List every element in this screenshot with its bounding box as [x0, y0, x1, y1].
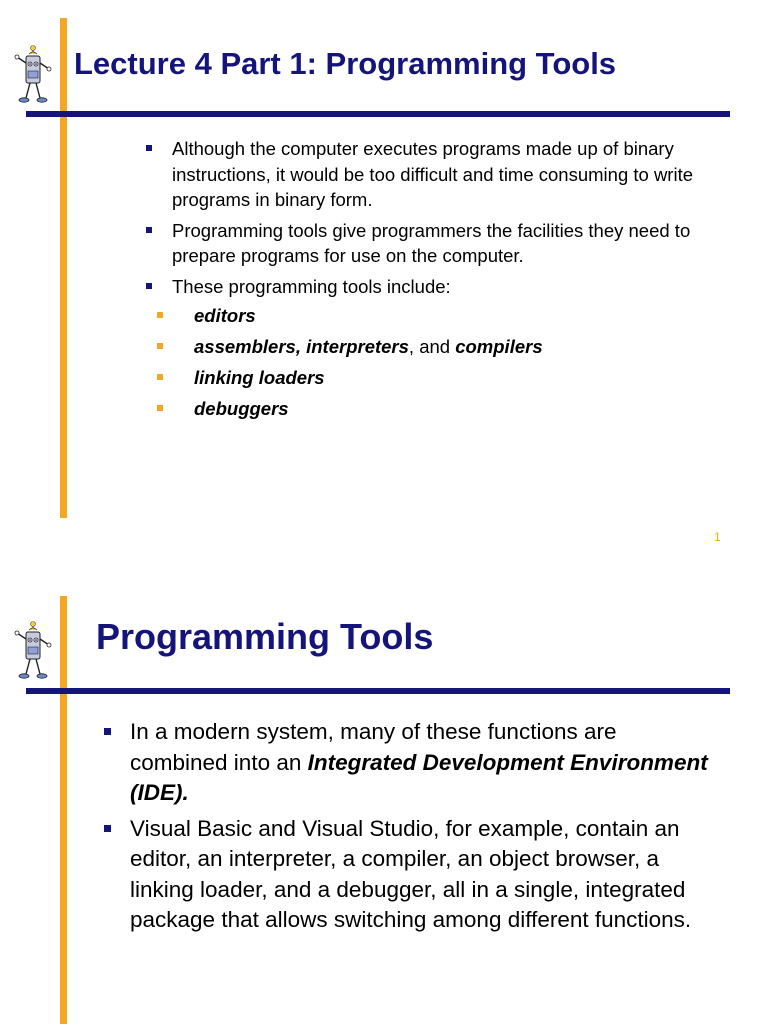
- bullet-text: In a modern system, many of these functions are combined into an: [130, 719, 617, 775]
- sub-bullet-translators: [172, 334, 725, 360]
- bullet-item: Programming tools give programmers the facilities they need to prepare programs for use on the computer.: [145, 218, 725, 269]
- mascot-icon: [12, 44, 54, 106]
- bullet-list: [103, 717, 713, 941]
- accent-vertical-bar: [60, 18, 67, 518]
- tool-name: debuggers: [194, 398, 289, 419]
- bullet-text: These programming tools include:: [172, 275, 451, 297]
- title-rule: [26, 111, 730, 117]
- bullet-item: Visual Basic and Visual Studio, for example, contain an editor, an interpreter, a compiler, an object browser, a linking loader, and a debugger, all in a single, integrated package that allows switching among different functions.: [103, 814, 713, 936]
- tool-name: assemblers, interpreters: [194, 336, 409, 357]
- title-rule: [26, 688, 730, 694]
- bullet-item: [103, 717, 713, 809]
- tool-name: compilers: [455, 336, 543, 357]
- slide-2: [0, 560, 768, 1024]
- bullet-list: [145, 136, 725, 427]
- accent-vertical-bar: [60, 596, 67, 1024]
- tool-name: editors: [194, 305, 256, 326]
- mascot-icon: [12, 620, 54, 682]
- page-number: 1: [714, 530, 721, 544]
- slide-title: Lecture 4 Part 1: Programming Tools: [74, 46, 617, 81]
- bullet-item: [145, 274, 725, 422]
- sub-bullet-linking-loaders: [172, 365, 725, 391]
- bullet-item: Although the computer executes programs made up of binary instructions, it would be too difficult and time consuming to write programs in binary form.: [145, 136, 725, 213]
- sub-bullet-editors: [172, 303, 725, 329]
- sub-bullet-debuggers: [172, 396, 725, 422]
- tools-sublist: [172, 303, 725, 422]
- slide-title: Programming Tools: [96, 616, 434, 657]
- tool-name: linking loaders: [194, 367, 325, 388]
- ide-emphasis: Integrated Development Environment (IDE).: [130, 749, 708, 805]
- conjunction: , and: [408, 336, 456, 357]
